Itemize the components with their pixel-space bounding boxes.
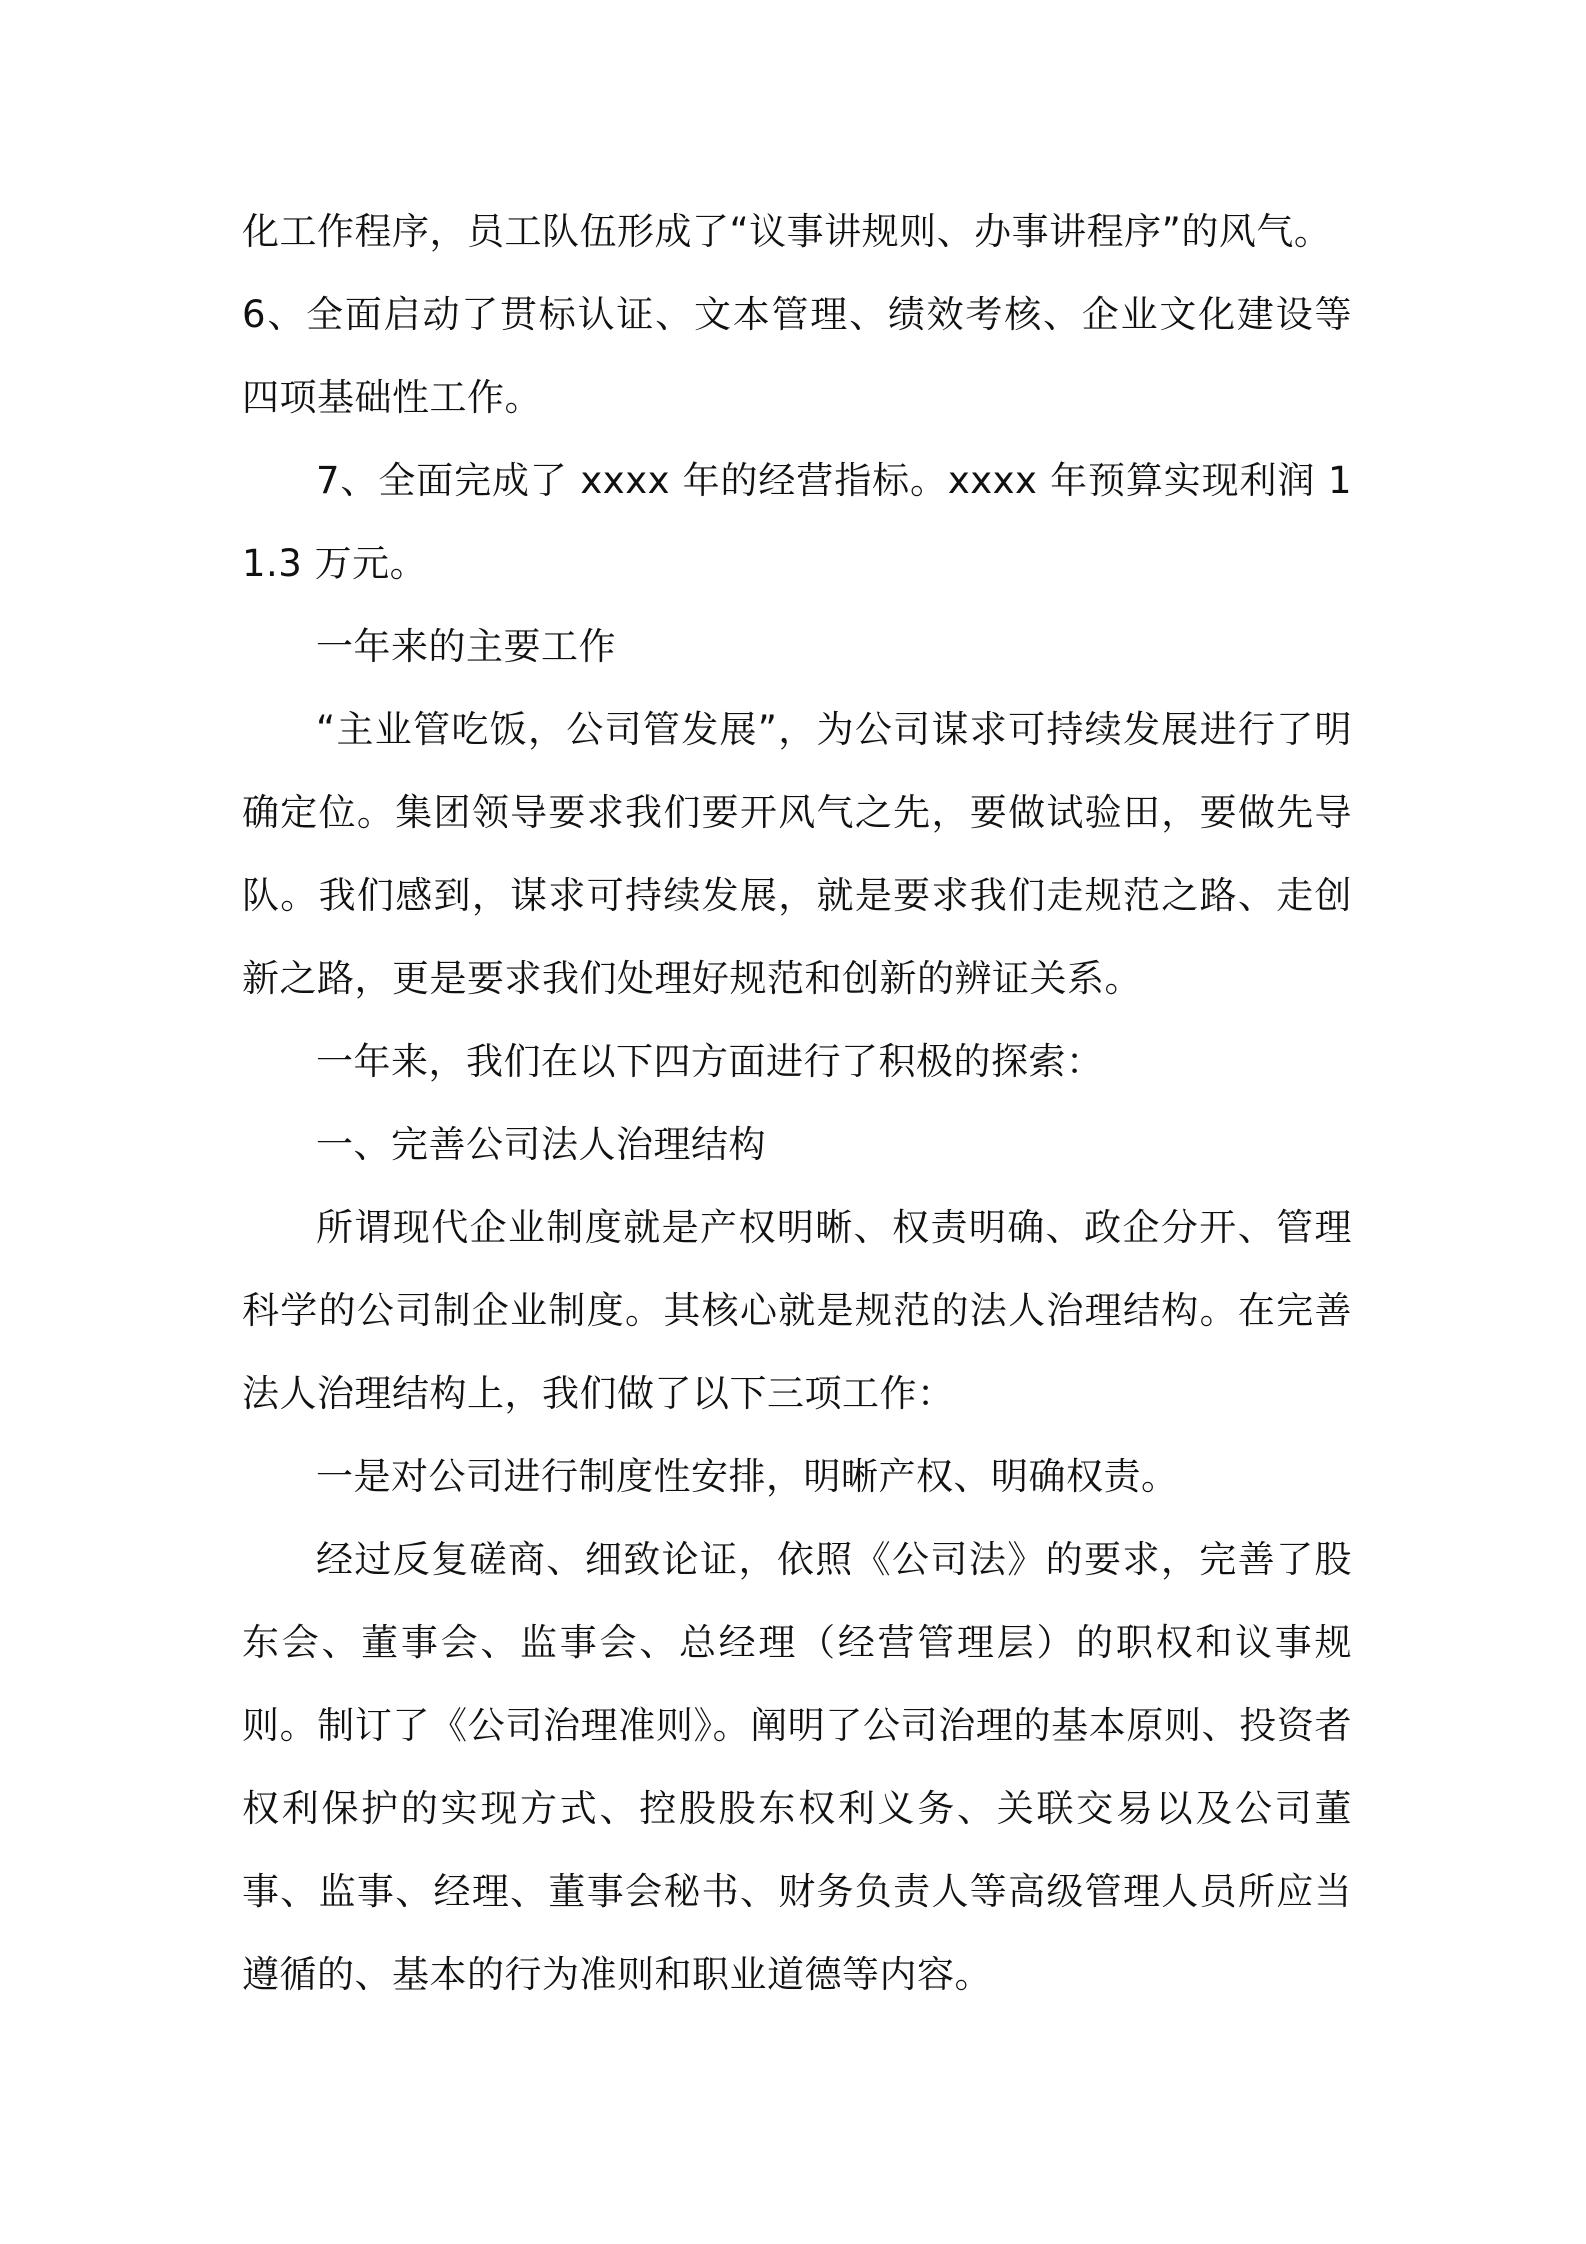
paragraph-5: “主业管吃饭，公司管发展”，为公司谋求可持续发展进行了明确定位。集团领导要求我们要开风气之先，要做试验田，要做先导队。我们感到，谋求可持续发展，就是要求我们走规范之路、走创新之路，更是要求我们处理好规范和创新的辨证关系。 [242,708,1352,1000]
paragraph-6: 一年来，我们在以下四方面进行了积极的探索： [316,1040,1104,1083]
paragraph-2: 6、全面启动了贯标认证、文本管理、绩效考核、企业文化建设等四项基础性工作。 [242,293,1352,419]
section-heading-main-work: 一年来的主要工作 [316,625,616,668]
paragraph-3: 7、全面完成了 xxxx 年的经营指标。xxxx 年预算实现利润 11.3 万元。 [242,459,1352,585]
paragraph-10: 经过反复磋商、细致论证，依照《公司法》的要求，完善了股东会、董事会、监事会、总经理（经营管理层）的职权和议事规则。制订了《公司治理准则》。阐明了公司治理的基本原则、投资者权利保护的实现方式、控股股东权利义务、关联交易以及公司董事、监事、经理、董事会秘书、财务负责人等高级管理人员所应当遵循的、基本的行为准则和职业道德等内容。 [242,1538,1352,1996]
section-heading-1: 一、完善公司法人治理结构 [316,1123,766,1166]
paragraph-1: 化工作程序，员工队伍形成了“议事讲规则、办事讲程序”的风气。 [242,210,1332,253]
paragraph-9: 一是对公司进行制度性安排，明晰产权、明确权责。 [316,1455,1179,1498]
paragraph-8: 所谓现代企业制度就是产权明晰、权责明确、政企分开、管理科学的公司制企业制度。其核心就是规范的法人治理结构。在完善法人治理结构上，我们做了以下三项工作： [242,1206,1352,1415]
document-body [242,190,1352,2016]
